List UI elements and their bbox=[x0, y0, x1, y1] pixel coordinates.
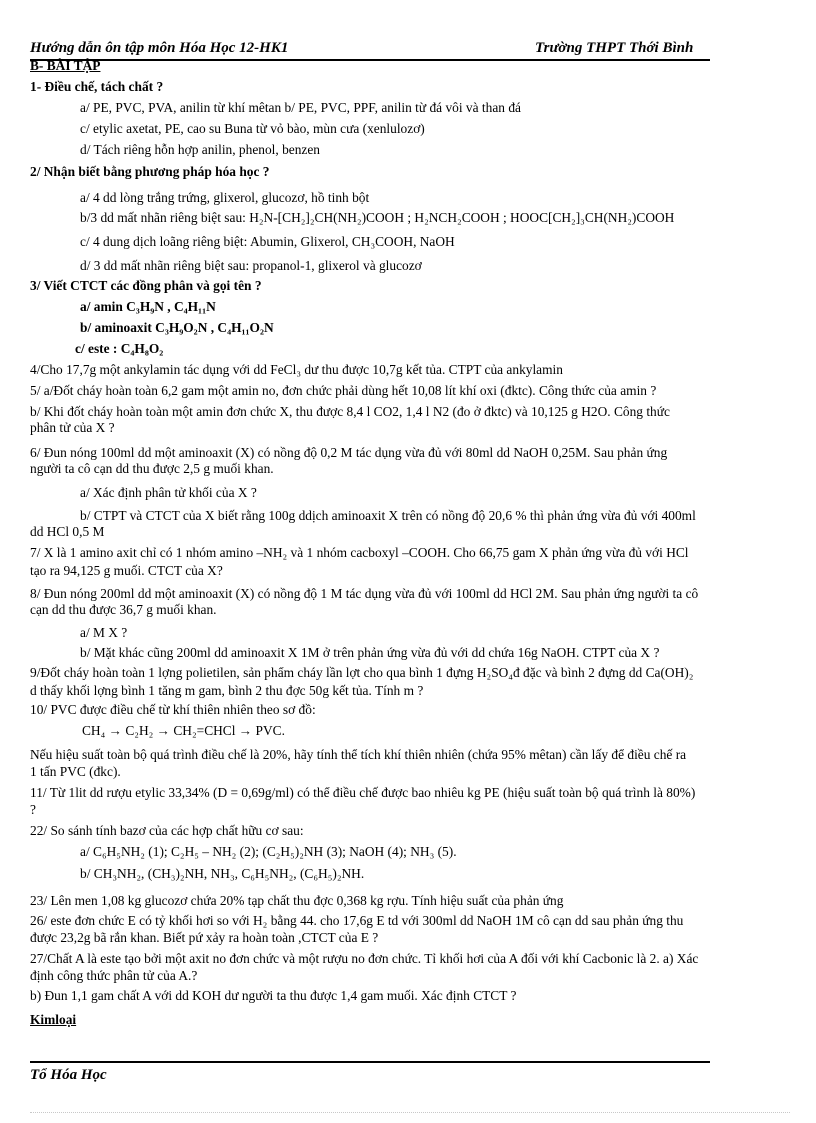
question-line: a/ Xác định phân tử khối của X ? bbox=[80, 485, 257, 500]
question-line: c/ etylic axetat, PE, cao su Buna từ vỏ bào, mùn cưa (xenlulozơ) bbox=[80, 121, 425, 136]
question-line: 8/ Đun nóng 200ml dd một aminoaxit (X) có nồng độ 1 M tác dụng vừa đủ với 100ml dd HCl 2M. Sau phản ứng người ta cô bbox=[30, 586, 699, 601]
section-heading: B- BÀI TẬP bbox=[30, 58, 101, 73]
question-line: b/ CTPT và CTCT của X biết rằng 100g ddịch aminoaxit X trên có nồng độ 20,6 % thì phản ứng vừa đủ với 400ml bbox=[80, 508, 696, 523]
question-line: 22/ So sánh tính bazơ của các hợp chất hữu cơ sau: bbox=[30, 823, 304, 838]
question-line: phân tử của X ? bbox=[30, 420, 115, 435]
question-line: b) Đun 1,1 gam chất A với dd KOH dư người ta thu được 1,4 gam muối. Xác định CTCT ? bbox=[30, 988, 517, 1003]
question-heading: 2/ Nhận biết bằng phương pháp hóa học ? bbox=[30, 164, 270, 179]
question-line: a/ amin C₃H₉N , C₄H₁₁N bbox=[80, 299, 216, 314]
question-line: 7/ X là 1 amino axit chỉ có 1 nhóm amino –NH₂ và 1 nhóm cacboxyl –COOH. Cho 66,75 gam X phản ứng vừa đủ với HCl bbox=[30, 545, 689, 560]
question-line: 4/Cho 17,7g một ankylamin tác dụng với dd FeCl₃ dư thu được 10,7g kết tủa. CTPT của ankylamin bbox=[30, 362, 563, 377]
question-line: d/ Tách riêng hỗn hợp anilin, phenol, benzen bbox=[80, 142, 320, 157]
question-line: 26/ este đơn chức E có tỷ khối hơi so với H₂ bằng 44. cho 17,6g E td với 300ml dd NaOH 1M cô cạn dd sau phản ứng thu bbox=[30, 913, 684, 928]
question-line: tạo ra 94,125 g muối. CTCT của X? bbox=[30, 563, 223, 578]
question-line: c/ este : C₄H₈O₂ bbox=[75, 341, 164, 356]
question-line: a/ M X ? bbox=[80, 625, 128, 640]
section-heading: Kimloại bbox=[30, 1012, 77, 1027]
page-bottom-border bbox=[30, 1112, 790, 1113]
footer-department: Tổ Hóa Học bbox=[30, 1067, 107, 1083]
question-line: cạn dd thu được 36,7 g muối khan. bbox=[30, 602, 217, 617]
question-line: 23/ Lên men 1,08 kg glucozơ chứa 20% tạp chất thu đợc 0,368 kg rợu. Tính hiệu suất của phản ứng bbox=[30, 893, 564, 908]
question-heading: 1- Điều chế, tách chất ? bbox=[30, 79, 164, 94]
question-line: a/ PE, PVC, PVA, anilin từ khí mêtan b/ PE, PVC, PPF, anilin từ đá vôi và than đá bbox=[80, 100, 521, 115]
question-line: d/ 3 dd mất nhãn riêng biệt sau: propanol-1, glixerol và glucozơ bbox=[80, 258, 422, 273]
question-line: d thấy khối lợng bình 1 tăng m gam, bình 2 thu đợc 50g kết tủa. Tính m ? bbox=[30, 683, 424, 698]
question-line: b/ Mặt khác cũng 200ml dd aminoaxit X 1M ở trên phản ứng vừa đủ với dd chứa 16g NaOH. CTPT của X ? bbox=[80, 645, 660, 660]
question-line: dd HCl 0,5 M bbox=[30, 524, 105, 539]
question-line: c/ 4 dung dịch loãng riêng biệt: Abumin, Glixerol, CH₃COOH, NaOH bbox=[80, 234, 455, 249]
question-line: b/3 dd mất nhãn riêng biệt sau: H₂N-[CH₂]₂CH(NH₂)COOH ; H₂NCH₂COOH ; HOOC[CH₂]₃CH(NH₂)COOH bbox=[80, 210, 675, 225]
question-line: a/ 4 dd lòng trắng trứng, glixerol, glucozơ, hồ tinh bột bbox=[80, 190, 370, 205]
question-line: 5/ a/Đốt cháy hoàn toàn 6,2 gam một amin no, đơn chức phải dùng hết 10,08 lít khí oxi (đktc). Công thức của amin ? bbox=[30, 383, 657, 398]
question-line: b/ Khi đốt cháy hoàn toàn một amin đơn chức X, thu được 8,4 l CO2, 1,4 l N2 (đo ở đktc) và 10,125 g H2O. Công thức bbox=[30, 404, 670, 419]
question-line: 27/Chất A là este tạo bởi một axit no đơn chức và một rượu no đơn chức. Tỉ khối hơi của A đối với khí Cacbonic là 2. a) Xác bbox=[30, 951, 699, 966]
question-line: định công thức phân tử của A.? bbox=[30, 968, 198, 983]
question-line: 1 tấn PVC (đkc). bbox=[30, 764, 121, 779]
reaction-scheme: CH₄ → C₂H₂ → CH₂=CHCl → PVC. bbox=[82, 723, 285, 738]
question-line: 10/ PVC được điều chế từ khí thiên nhiên theo sơ đồ: bbox=[30, 702, 316, 717]
question-line: ? bbox=[30, 802, 36, 817]
question-line: người ta cô cạn dd thu được 2,5 g muối khan. bbox=[30, 461, 274, 476]
question-line: 11/ Từ 1lit dd rượu etylic 33,34% (D = 0,69g/ml) có thể điều chế được bao nhiêu kg PE (hiệu suất toàn bộ quá trình là 80%) bbox=[30, 785, 696, 800]
header-divider bbox=[30, 59, 710, 61]
question-line: a/ C₆H₅NH₂ (1); C₂H₅ – NH₂ (2); (C₂H₅)₂NH (3); NaOH (4); NH₃ (5). bbox=[80, 844, 457, 859]
header-school-name: Trường THPT Thới Bình bbox=[535, 40, 694, 56]
question-line: 9/Đốt cháy hoàn toàn 1 lợng polietilen, sản phẩm cháy lần lợt cho qua bình 1 đựng H₂SO₄đ đặc và bình 2 đựng dd Ca(OH)₂ bbox=[30, 665, 694, 680]
question-line: 6/ Đun nóng 100ml dd một aminoaxit (X) có nồng độ 0,2 M tác dụng vừa đủ với 80ml dd NaOH 0,25M. Sau phản ứng bbox=[30, 445, 668, 460]
question-line: b/ aminoaxit C₃H₉O₂N , C₄H₁₁O₂N bbox=[80, 320, 274, 335]
question-line: b/ CH₃NH₂, (CH₃)₂NH, NH₃, C₆H₅NH₂, (C₆H₅)₂NH. bbox=[80, 866, 365, 881]
question-line: được 23,2g bã rắn khan. Biết pứ xảy ra hoàn toàn ,CTCT của E ? bbox=[30, 930, 379, 945]
header-course-title: Hướng dẫn ôn tập môn Hóa Học 12-HK1 bbox=[30, 40, 289, 56]
question-heading: 3/ Viết CTCT các đồng phân và gọi tên ? bbox=[30, 278, 262, 293]
question-line: Nếu hiệu suất toàn bộ quá trình điều chế là 20%, hãy tính thể tích khí thiên nhiên (chứa 95% mêtan) cần lấy để điều chế ra bbox=[30, 747, 687, 762]
footer-divider bbox=[30, 1061, 710, 1063]
